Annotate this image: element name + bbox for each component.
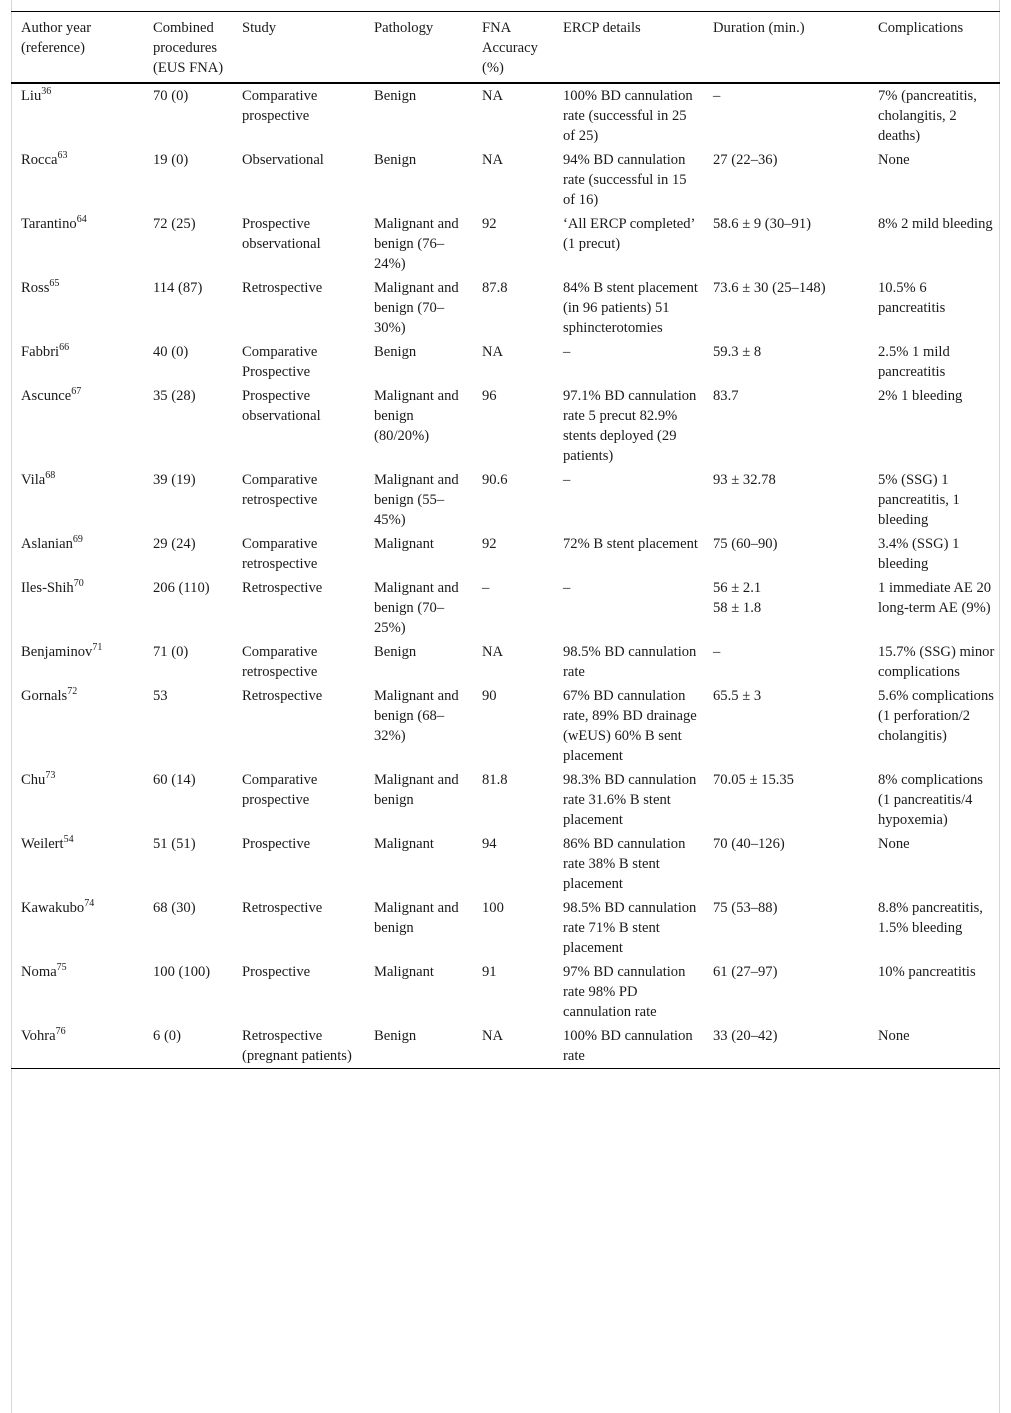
complications-cell: 2.5% 1 mild pancreatitis <box>878 344 950 380</box>
reference-number: 67 <box>71 386 82 397</box>
duration-cell: 75 (60–90) <box>713 536 778 552</box>
author-cell <box>11 384 143 468</box>
complications-cell: 15.7% (SSG) minor complications <box>878 644 995 680</box>
complications-cell: 5% (SSG) 1 pancreatitis, 1 bleeding <box>878 472 960 528</box>
reference-number: 73 <box>45 770 56 781</box>
duration-cell: 27 (22–36) <box>713 152 778 168</box>
pathology-cell: Malignant <box>374 836 434 852</box>
procedures-cell: 53 <box>153 688 168 704</box>
procedures-cell: 60 (14) <box>153 772 196 788</box>
procedures-cell: 70 (0) <box>153 88 189 104</box>
author-name: Aslanian <box>21 536 73 552</box>
author-cell <box>11 468 143 532</box>
study-cell: Retrospective <box>242 900 323 916</box>
duration-cell: 58.6 ± 9 (30–91) <box>713 216 811 232</box>
table-row <box>11 532 1000 576</box>
reference-number: 36 <box>41 86 52 97</box>
complications-cell: 10% pancreatitis <box>878 964 976 980</box>
table-row <box>11 684 1000 768</box>
fna-accuracy-cell: NA <box>482 344 504 360</box>
author-name: Vila <box>21 472 46 488</box>
pathology-cell: Malignant and benign (70–30%) <box>374 280 459 336</box>
fna-accuracy-cell: NA <box>482 88 504 104</box>
duration-cell: 61 (27–97) <box>713 964 778 980</box>
study-cell: Retrospective <box>242 580 323 596</box>
pathology-cell: Benign <box>374 644 417 660</box>
reference-number: 71 <box>92 642 103 653</box>
reference-number: 74 <box>84 898 95 909</box>
study-cell: Retrospective <box>242 280 323 296</box>
author-cell <box>11 532 143 576</box>
complications-cell: 10.5% 6 pancreatitis <box>878 280 946 316</box>
ercp-details-cell: 98.3% BD cannulation rate 31.6% B stent placement <box>563 772 697 828</box>
author-cell <box>11 340 143 384</box>
header-procedures: Combined procedures (EUS FNA) <box>153 20 224 76</box>
header-pathology: Pathology <box>374 20 434 36</box>
pathology-cell: Malignant <box>374 964 434 980</box>
pathology-cell: Benign <box>374 344 417 360</box>
procedures-cell: 35 (28) <box>153 388 196 404</box>
duration-cell: 93 ± 32.78 <box>713 472 776 488</box>
author-cell <box>11 960 143 1024</box>
study-cell: Comparative retrospective <box>242 472 318 508</box>
complications-cell: 8.8% pancreatitis, 1.5% bleeding <box>878 900 983 936</box>
fna-accuracy-cell: 94 <box>482 836 497 852</box>
duration-cell: 65.5 ± 3 <box>713 688 762 704</box>
procedures-cell: 71 (0) <box>153 644 189 660</box>
duration-cell-line: 58 ± 1.8 <box>713 600 762 616</box>
duration-cell <box>703 576 868 640</box>
fna-accuracy-cell: NA <box>482 1028 504 1044</box>
study-cell: Prospective observational <box>242 388 321 424</box>
fna-accuracy-cell: 90 <box>482 688 497 704</box>
author-cell <box>11 768 143 832</box>
pathology-cell: Malignant and benign (68–32%) <box>374 688 459 744</box>
duration-cell: – <box>713 88 721 104</box>
complications-cell: 2% 1 bleeding <box>878 388 963 404</box>
study-cell: Comparative retrospective <box>242 536 318 572</box>
complications-cell: None <box>878 152 910 168</box>
procedures-cell: 72 (25) <box>153 216 196 232</box>
pathology-cell: Malignant and benign <box>374 772 459 808</box>
fna-accuracy-cell: 81.8 <box>482 772 508 788</box>
study-cell: Comparative retrospective <box>242 644 318 680</box>
procedures-cell: 68 (30) <box>153 900 196 916</box>
reference-number: 75 <box>56 962 67 973</box>
duration-cell: 33 (20–42) <box>713 1028 778 1044</box>
procedures-cell: 100 (100) <box>153 964 211 980</box>
author-name: Ascunce <box>21 388 72 404</box>
fna-accuracy-cell: 90.6 <box>482 472 508 488</box>
pathology-cell: Benign <box>374 1028 417 1044</box>
procedures-cell: 51 (51) <box>153 836 196 852</box>
table-row <box>11 832 1000 896</box>
author-name: Liu <box>21 88 42 104</box>
reference-number: 72 <box>67 686 78 697</box>
ercp-details-cell: – <box>563 580 571 596</box>
duration-cell-line: 56 ± 2.1 <box>713 580 762 596</box>
duration-cell: 83.7 <box>713 388 739 404</box>
author-name: Chu <box>21 772 46 788</box>
ercp-details-cell: 86% BD cannulation rate 38% B stent placement <box>563 836 686 892</box>
fna-accuracy-cell: – <box>482 580 490 596</box>
author-name: Weilert <box>21 836 64 852</box>
ercp-details-cell: 97% BD cannulation rate 98% PD cannulation rate <box>563 964 686 1020</box>
study-cell: Retrospective (pregnant patients) <box>242 1028 352 1064</box>
complications-cell: 3.4% (SSG) 1 bleeding <box>878 536 960 572</box>
table-row <box>11 212 1000 276</box>
author-name: Noma <box>21 964 57 980</box>
duration-cell: 73.6 ± 30 (25–148) <box>713 280 826 296</box>
pathology-cell: Malignant <box>374 536 434 552</box>
table-row <box>11 640 1000 684</box>
duration-cell: 70 (40–126) <box>713 836 785 852</box>
fna-accuracy-cell: NA <box>482 152 504 168</box>
author-name: Kawakubo <box>21 900 85 916</box>
reference-number: 76 <box>55 1026 66 1037</box>
reference-number: 68 <box>45 470 56 481</box>
author-cell <box>11 212 143 276</box>
fna-accuracy-cell: 100 <box>482 900 504 916</box>
pathology-cell: Malignant and benign (80/20%) <box>374 388 459 444</box>
header-duration: Duration (min.) <box>713 20 805 36</box>
pathology-cell: Benign <box>374 152 417 168</box>
author-name: Ross <box>21 280 50 296</box>
table-row <box>11 384 1000 468</box>
reference-number: 65 <box>49 278 60 289</box>
ercp-details-cell: 98.5% BD cannulation rate 71% B stent placement <box>563 900 697 956</box>
procedures-cell: 39 (19) <box>153 472 196 488</box>
ercp-details-cell: – <box>563 472 571 488</box>
fna-accuracy-cell: 92 <box>482 216 497 232</box>
fna-accuracy-cell: 96 <box>482 388 497 404</box>
pathology-cell: Malignant and benign (70–25%) <box>374 580 459 636</box>
author-cell <box>11 640 143 684</box>
reference-number: 54 <box>63 834 74 845</box>
table-row <box>11 276 1000 340</box>
fna-accuracy-cell: 91 <box>482 964 497 980</box>
reference-number: 64 <box>76 214 87 225</box>
author-name: Fabbri <box>21 344 60 360</box>
procedures-cell: 206 (110) <box>153 580 210 596</box>
ercp-details-cell: – <box>563 344 571 360</box>
study-cell: Prospective observational <box>242 216 321 252</box>
header-author: Author year (reference) <box>21 20 92 56</box>
complications-cell: 8% complications (1 pancreatitis/4 hypoxemia) <box>878 772 983 828</box>
pathology-cell: Malignant and benign (76–24%) <box>374 216 459 272</box>
author-name: Benjaminov <box>21 644 93 660</box>
study-cell: Prospective <box>242 836 311 852</box>
study-cell: Observational <box>242 152 324 168</box>
pathology-cell: Benign <box>374 88 417 104</box>
table-header-row <box>11 12 1000 84</box>
header-ercp-details: ERCP details <box>563 20 641 36</box>
pathology-cell: Malignant and benign <box>374 900 459 936</box>
study-cell: Comparative prospective <box>242 88 318 124</box>
complications-cell: 5.6% complications (1 perforation/2 cholangitis) <box>878 688 994 744</box>
table-row <box>11 576 1000 640</box>
author-name: Vohra <box>21 1028 56 1044</box>
ercp-details-cell: 67% BD cannulation rate, 89% BD drainage (wEUS) 60% B sent placement <box>563 688 697 764</box>
duration-cell: 59.3 ± 8 <box>713 344 762 360</box>
header-fna-accuracy: FNA Accuracy (%) <box>482 20 538 76</box>
reference-number: 66 <box>59 342 70 353</box>
table-row <box>11 768 1000 832</box>
author-cell <box>11 276 143 340</box>
pathology-cell: Malignant and benign (55–45%) <box>374 472 459 528</box>
ercp-details-cell: 97.1% BD cannulation rate 5 precut 82.9% stents deployed (29 patients) <box>563 388 697 464</box>
author-cell <box>11 148 143 212</box>
author-name: Rocca <box>21 152 58 168</box>
study-cell: Comparative Prospective <box>242 344 318 380</box>
ercp-details-cell: 98.5% BD cannulation rate <box>563 644 697 680</box>
ercp-details-cell: ‘All ERCP completed’ (1 precut) <box>563 216 695 252</box>
complications-cell: 7% (pancreatitis, cholangitis, 2 deaths) <box>878 88 977 144</box>
duration-cell: 75 (53–88) <box>713 900 778 916</box>
author-cell <box>11 576 143 640</box>
complications-cell: 1 immediate AE 20 long-term AE (9%) <box>878 580 992 616</box>
ercp-details-cell: 100% BD cannulation rate <box>563 1028 693 1064</box>
reference-number: 70 <box>73 578 84 589</box>
author-cell <box>11 684 143 768</box>
study-cell: Prospective <box>242 964 311 980</box>
author-name: Tarantino <box>21 216 77 232</box>
header-complications: Complications <box>878 20 964 36</box>
author-cell <box>11 1024 143 1069</box>
study-cell: Retrospective <box>242 688 323 704</box>
ercp-details-cell: 100% BD cannulation rate (successful in 25 of 25) <box>563 88 693 144</box>
study-comparison-table <box>11 11 1000 1069</box>
ercp-details-cell: 84% B stent placement (in 96 patients) 51 sphincterotomies <box>563 280 698 336</box>
procedures-cell: 19 (0) <box>153 152 189 168</box>
table-row <box>11 340 1000 384</box>
table-row <box>11 896 1000 960</box>
table-row <box>11 1024 1000 1069</box>
fna-accuracy-cell: NA <box>482 644 504 660</box>
table-row <box>11 468 1000 532</box>
reference-number: 63 <box>57 150 68 161</box>
table-row <box>11 960 1000 1024</box>
study-cell: Comparative prospective <box>242 772 318 808</box>
author-name: Gornals <box>21 688 68 704</box>
reference-number: 69 <box>72 534 83 545</box>
ercp-details-cell: 72% B stent placement <box>563 536 698 552</box>
header-study: Study <box>242 20 277 36</box>
author-cell <box>11 83 143 148</box>
table-row <box>11 83 1000 148</box>
fna-accuracy-cell: 92 <box>482 536 497 552</box>
duration-cell: 70.05 ± 15.35 <box>713 772 794 788</box>
table-body <box>11 83 1000 1069</box>
procedures-cell: 6 (0) <box>153 1028 181 1044</box>
ercp-details-cell: 94% BD cannulation rate (successful in 15 of 16) <box>563 152 687 208</box>
complications-cell: 8% 2 mild bleeding <box>878 216 993 232</box>
author-name: Iles-Shih <box>21 580 74 596</box>
duration-cell: – <box>713 644 721 660</box>
fna-accuracy-cell: 87.8 <box>482 280 508 296</box>
procedures-cell: 40 (0) <box>153 344 189 360</box>
complications-cell: None <box>878 836 910 852</box>
author-cell <box>11 832 143 896</box>
complications-cell: None <box>878 1028 910 1044</box>
procedures-cell: 29 (24) <box>153 536 196 552</box>
table-row <box>11 148 1000 212</box>
author-cell <box>11 896 143 960</box>
procedures-cell: 114 (87) <box>153 280 203 296</box>
